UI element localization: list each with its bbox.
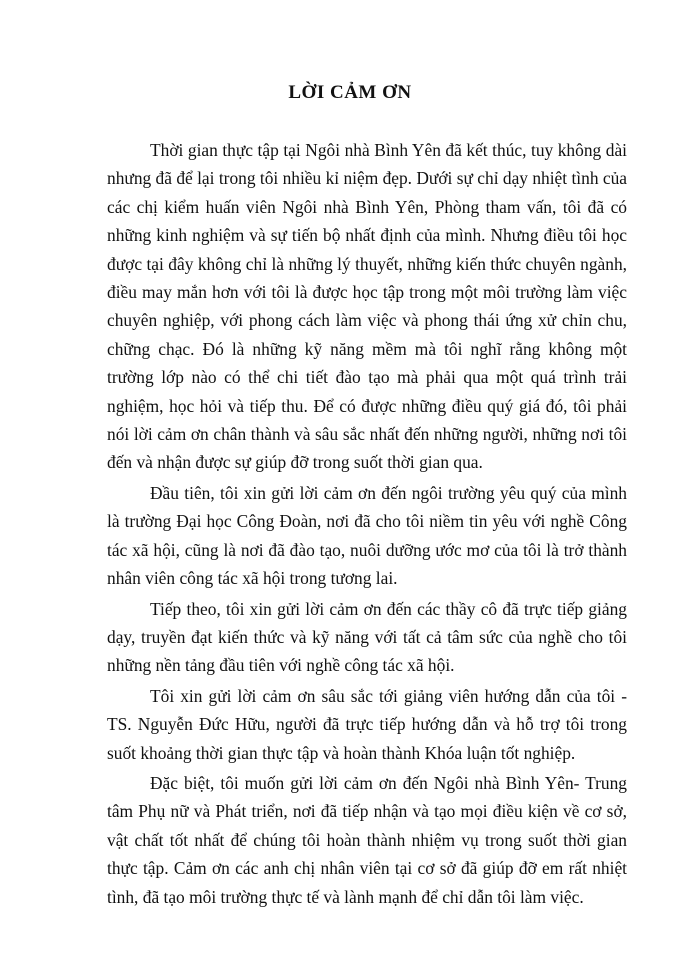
page-title: LỜI CẢM ƠN [288,82,412,103]
paragraph-supervisor: Tôi xin gửi lời cảm ơn sâu sắc tới giảng viên hướng dẫn của tôi - TS. Nguyễn Đức Hữu, người đã trực tiếp hướng dẫn và hỗ trợ tôi trong suốt khoảng thời gian thực tập và hoàn thành Khóa luận tốt nghiệp. [107,685,627,763]
paragraph-teachers: Tiếp theo, tôi xin gửi lời cảm ơn đến các thầy cô đã trực tiếp giảng dạy, truyền đạt kiến thức và kỹ năng với tất cả tâm sức của nghề cho tôi những nền tảng đầu tiên với nghề công tác xã hội. [107,598,627,676]
paragraph-university: Đầu tiên, tôi xin gửi lời cảm ơn đến ngôi trường yêu quý của mình là trường Đại học Công Đoàn, nơi đã cho tôi niềm tin yêu với nghề Công tác xã hội, cũng là nơi đã đào tạo, nuôi dưỡng ước mơ của tôi là trở thành nhân viên công tác xã hội trong tương lai. [107,482,627,589]
document-body [107,136,627,913]
paragraph-intro: Thời gian thực tập tại Ngôi nhà Bình Yên đã kết thúc, tuy không dài nhưng đã để lại trong tôi nhiều kỉ niệm đẹp. Dưới sự chỉ dạy nhiệt tình của các chị kiểm huấn viên Ngôi nhà Bình Yên, Phòng tham vấn, tôi đã có những kinh nghiệm và sự tiến bộ nhất định của mình. Nhưng điều tôi học được tại đây không chỉ là những lý thuyết, những kiến thức chuyên ngành, điều may mắn hơn với tôi là được học tập trong một môi trường làm việc chuyên nghiệp, với phong cách làm việc và phong thái ứng xử chỉn chu, chững chạc. Đó là những kỹ năng mềm mà tôi nghĩ rằng không một trường lớp nào có thể chi tiết đào tạo mà phải qua một quá trình trải nghiệm, học hỏi và tiếp thu. Để có được những điều quý giá đó, tôi phải nói lời cảm ơn chân thành và sâu sắc nhất đến những người, những nơi tôi đến và nhận được sự giúp đỡ trong suốt thời gian qua. [107,140,627,473]
paragraph-host-organization: Đặc biệt, tôi muốn gửi lời cảm ơn đến Ngôi nhà Bình Yên- Trung tâm Phụ nữ và Phát triển, nơi đã tiếp nhận và tạo mọi điều kiện về cơ sở, vật chất tốt nhất để chúng tôi hoàn thành nhiệm vụ trong suốt thời gian thực tập. Cảm ơn các anh chị nhân viên tại cơ sở đã giúp đỡ em rất nhiệt tình, đã tạo môi trường thực tế và lành mạnh để chỉ dẫn tôi làm việc. [107,772,627,907]
